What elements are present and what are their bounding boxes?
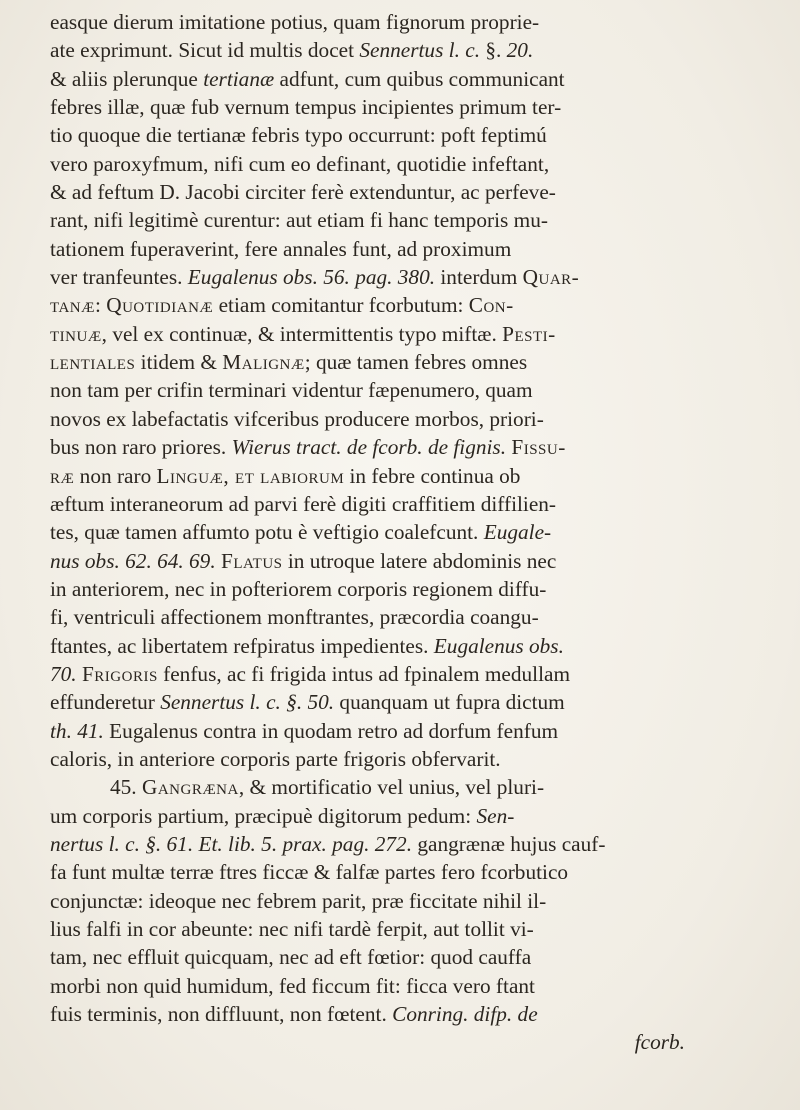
- text-run: fi, ventriculi affectionem monftrantes, præcordia coangu-: [50, 605, 539, 630]
- small-caps-term: Gangræna: [141, 775, 239, 800]
- text-line: [50, 462, 765, 490]
- text-run: adfunt, cum quibus communicant: [274, 66, 565, 91]
- text-run: in utroque latere abdominis nec: [282, 548, 557, 573]
- text-line: [50, 802, 765, 830]
- text-line: [50, 348, 765, 376]
- text-line: [50, 575, 765, 603]
- text-run: in anteriorem, nec in pofteriorem corporis regionem diffu-: [50, 576, 547, 601]
- small-caps-term: ræ: [50, 463, 75, 488]
- italic-reference: nertus l. c. §. 61. Et. lib. 5. prax. pag. 272.: [50, 831, 413, 856]
- small-caps-term: Fissu-: [511, 435, 566, 460]
- text-run: um corporis partium, præcipuè digitorum pedum:: [50, 803, 477, 828]
- text-run: tam, nec effluit quicquam, nec ad eft fœtior: quod cauffa: [50, 945, 532, 970]
- small-caps-term: Quar-: [522, 265, 580, 290]
- text-run: interdum: [435, 265, 523, 290]
- text-run: vero paroxyfmum, nifi cum eo definant, quotidie infeftant,: [50, 151, 550, 176]
- text-line: [50, 1000, 765, 1028]
- text-run: §.: [480, 38, 507, 63]
- text-line: [50, 150, 765, 178]
- text-line: [50, 745, 765, 773]
- italic-reference: 20.: [506, 38, 534, 63]
- text-run: ; quæ tamen febres omnes: [304, 350, 528, 375]
- text-run: & ad feftum D. Jacobi circiter ferè extenduntur, ac perfeve-: [50, 180, 556, 205]
- italic-reference: Wierus tract. de fcorb. de fignis.: [231, 435, 507, 460]
- text-line: [50, 235, 765, 263]
- text-line: [50, 1028, 765, 1056]
- text-line: [50, 490, 765, 518]
- italic-reference: Sennertus l. c. §. 50.: [160, 690, 335, 715]
- text-run: , vel ex continuæ, & intermittentis typo miftæ.: [101, 321, 503, 346]
- small-caps-term: Malignæ: [222, 350, 305, 375]
- text-line: [50, 632, 765, 660]
- text-line: [50, 547, 765, 575]
- text-run: & aliis plerunque: [50, 66, 204, 91]
- text-line: [50, 773, 765, 801]
- text-line: [50, 65, 765, 93]
- text-run: quanquam ut fupra dictum: [334, 690, 565, 715]
- text-run: gangrænæ hujus cauf-: [412, 831, 606, 856]
- small-caps-term: Linguæ, et labiorum: [156, 463, 345, 488]
- text-line: [50, 206, 765, 234]
- text-run: æftum interaneorum ad parvi ferè digiti craffitiem diffilien-: [50, 491, 557, 516]
- text-run: novos ex labefactatis vifceribus producere morbos, priori-: [50, 406, 544, 431]
- text-run: non raro: [74, 463, 157, 488]
- text-line: [50, 405, 765, 433]
- text-line: [50, 320, 765, 348]
- text-run: lius falfi in cor abeunte: nec nifi tardè ferpit, aut tollit vi-: [50, 917, 534, 941]
- text-run: Eugalenus contra in quodam retro ad dorfum fenfum: [103, 718, 559, 743]
- small-caps-term: Pesti-: [502, 321, 556, 346]
- text-run: rant, nifi legitimè curentur: aut etiam fi hanc temporis mu-: [50, 208, 548, 233]
- italic-reference: tertianæ: [203, 66, 275, 91]
- small-caps-term: Flatus: [220, 548, 283, 573]
- text-run: non tam per crifin terminari videntur fæpenumero, quam: [50, 378, 533, 403]
- text-run: 45.: [110, 775, 142, 800]
- italic-reference: Conring. difp. de: [392, 1002, 538, 1027]
- text-line: [50, 263, 765, 291]
- text-run: etiam comitantur fcorbutum:: [213, 293, 469, 318]
- text-run: caloris, in anteriore corporis parte frigoris obfervarit.: [50, 746, 501, 771]
- text-run: ver tranfeuntes.: [50, 265, 188, 290]
- italic-reference: Eugalenus obs. 56. pag. 380.: [187, 265, 436, 290]
- text-run: fa funt multæ terræ ftres ficcæ & falfæ partes fero fcorbutico: [50, 860, 569, 885]
- italic-reference: Eugale-: [483, 520, 552, 545]
- text-run: effunderetur: [50, 690, 161, 715]
- small-caps-term: tinuæ: [50, 321, 102, 346]
- text-run: febres illæ, quæ fub vernum tempus incipientes primum ter-: [50, 95, 562, 120]
- text-line: [50, 660, 765, 688]
- italic-reference: Eugalenus obs.: [433, 633, 564, 658]
- text-run: fenfus, ac fi frigida intus ad fpinalem medullam: [157, 661, 571, 686]
- italic-reference: fcorb.: [634, 1030, 685, 1055]
- text-line: [50, 376, 765, 404]
- text-line: [50, 178, 765, 206]
- text-line: [50, 943, 765, 971]
- small-caps-term: Con-: [468, 293, 514, 318]
- text-run: morbi non quid humidum, fed ficcum fit: ficca vero ftant: [50, 973, 535, 998]
- italic-reference: Sennertus l. c.: [359, 38, 481, 63]
- text-line: [50, 688, 765, 716]
- text-line: [50, 858, 765, 886]
- small-caps-term: tanæ: [50, 293, 95, 318]
- text-line: [50, 915, 765, 943]
- text-run: in febre continua ob: [344, 463, 521, 488]
- italic-reference: 70.: [50, 661, 77, 686]
- text-run: easque dierum imitatione potius, quam fignorum proprie-: [50, 10, 540, 34]
- text-run: , & mortificatio vel unius, vel pluri-: [238, 775, 545, 800]
- text-line: [50, 36, 765, 64]
- text-line: [50, 93, 765, 121]
- text-line: [50, 717, 765, 745]
- text-run: ftantes, ac libertatem refpiratus impedientes.: [50, 633, 434, 658]
- text-line: [50, 433, 765, 461]
- small-caps-term: Frigoris: [81, 661, 158, 686]
- text-run: ate exprimunt. Sicut id multis docet: [50, 38, 360, 63]
- text-run: tationem fuperaverint, fere annales funt, ad proximum: [50, 236, 512, 261]
- text-line: [50, 121, 765, 149]
- italic-reference: nus obs. 62. 64. 69.: [50, 548, 216, 573]
- text-run: itidem &: [135, 350, 223, 375]
- text-run: bus non raro priores.: [50, 435, 232, 460]
- text-line: [50, 887, 765, 915]
- text-line: [50, 518, 765, 546]
- text-run: tes, quæ tamen affumto potu è veftigio coalefcunt.: [50, 520, 484, 545]
- text-run: fuis terminis, non diffluunt, non fœtent.: [50, 1002, 393, 1027]
- text-run: tio quoque die tertianæ febris typo occurrunt: poft feptimú: [50, 123, 547, 148]
- text-line: [50, 603, 765, 631]
- text-run: :: [94, 293, 107, 318]
- text-line: [50, 972, 765, 1000]
- italic-reference: th. 41.: [50, 718, 104, 743]
- page-text: [50, 8, 765, 1057]
- text-line: [50, 291, 765, 319]
- italic-reference: Sen-: [476, 803, 515, 828]
- small-caps-term: Quotidianæ: [106, 293, 214, 318]
- small-caps-term: lentiales: [50, 350, 136, 375]
- text-run: conjunctæ: ideoque nec febrem parit, præ ficcitate nihil il-: [50, 888, 547, 913]
- text-line: [50, 8, 765, 36]
- text-line: [50, 830, 765, 858]
